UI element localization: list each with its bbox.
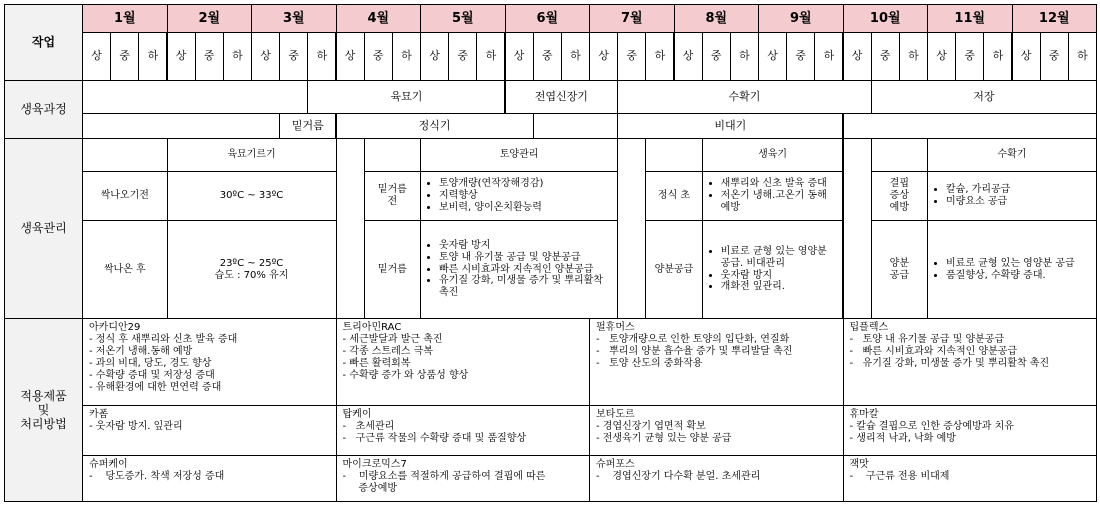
phase-seedling: 육묘기 [307, 80, 505, 114]
period-header: 중 [955, 32, 984, 81]
period-header: 중 [195, 32, 224, 81]
product-cell [82, 455, 337, 502]
product-cell [589, 318, 844, 406]
period-header: 하 [1068, 32, 1097, 81]
product-name: 팁플렉스 [849, 322, 889, 333]
period-header: 하 [730, 32, 759, 81]
period-header: 하 [138, 32, 167, 81]
list-item: • 보비력, 양이온치환능력 [439, 202, 543, 214]
after-sprout-temp: 23ºC ~ 25ºC [219, 257, 284, 269]
period-header: 하 [223, 32, 252, 81]
list-item: • 유기질 강화, 미생물 증가 및 뿌리활착 촉진 [439, 275, 613, 299]
month-header: 2월 [167, 4, 253, 33]
list-item: • 지력향상 [439, 190, 543, 202]
product-usage-line: - 정식 후 새뿌리와 신초 발육 증대 [89, 334, 238, 345]
row-spacer [82, 80, 308, 114]
before-sprout-label: 싹나오기전 [82, 171, 168, 221]
product-usage-line: - 빠른 시비효과와 지속적인 양분공급 [849, 346, 1018, 357]
product-usage-line: - 초세관리 [342, 421, 395, 432]
period-header: 상 [82, 32, 111, 81]
base-fert-items [420, 220, 618, 319]
list-item: • 비료로 균형 있는 영양분 공급. 비대관리 [721, 246, 839, 270]
product-cell [82, 318, 337, 406]
gap-column [843, 138, 872, 319]
period-header: 하 [983, 32, 1012, 81]
list-item: • 저온기 냉해.고온기 동해 예방 [721, 190, 839, 214]
product-name: 트리아민RAC [342, 322, 402, 333]
product-usage-line: - 당도증가. 착색 저장성 증대 [89, 471, 225, 482]
period-header: 하 [814, 32, 843, 81]
row-spacer [843, 113, 1098, 139]
deficiency-label: 결핍 증상 예방 [871, 171, 928, 221]
product-usage-line: - 수확량 증대 및 저장성 증대 [89, 370, 215, 381]
period-header: 중 [364, 32, 393, 81]
period-header: 중 [448, 32, 477, 81]
period-header: 하 [899, 32, 928, 81]
product-cell [336, 318, 591, 406]
base-fert-label: 밑거름 [364, 220, 421, 319]
product-usage-line: - 유기질 강화, 미생물 증가 및 뿌리활착 촉진 [849, 358, 1050, 369]
product-name: 휴마칼 [849, 409, 879, 420]
product-usage-line: - 수확량 증가 와 상품성 향상 [342, 370, 469, 381]
period-header: 상 [251, 32, 280, 81]
seedling-corner [82, 138, 168, 172]
list-item: • 칼슘, 가리공급 [946, 184, 1010, 196]
early-planting-items [702, 171, 844, 221]
product-usage-line: - 웃자람 방지. 잎관리 [89, 421, 183, 432]
period-header: 중 [617, 32, 646, 81]
product-cell [82, 405, 337, 456]
phase-harvest: 수확기 [617, 80, 872, 114]
product-name: 탑케이 [342, 409, 372, 420]
period-header: 상 [167, 32, 196, 81]
gap-column [336, 138, 365, 319]
row-spacer [82, 113, 280, 139]
phase-enlargement: 비대기 [617, 113, 843, 139]
before-base-fert-items [420, 171, 618, 221]
period-header: 상 [927, 32, 956, 81]
product-usage-line: - 칼슘 결핍으로 인한 증상예방과 치유 [849, 421, 1014, 432]
product-name: 슈퍼포스 [596, 459, 635, 470]
month-header: 9월 [758, 4, 844, 33]
growth-title: 생육기 [702, 138, 844, 172]
product-cell [843, 405, 1098, 456]
period-header: 상 [674, 32, 703, 81]
period-header: 상 [843, 32, 872, 81]
soil-title: 토양관리 [420, 138, 618, 172]
month-header: 12월 [1012, 4, 1098, 33]
product-usage-line: - 저온기 냉해.동해 예방 [89, 346, 193, 357]
growth-nutrient-items [702, 220, 844, 319]
period-header: 상 [336, 32, 365, 81]
product-cell [336, 405, 591, 456]
before-base-fert-label: 밑거름 전 [364, 171, 421, 221]
product-usage-line: - 구근류 작물의 수확량 증대 및 품질향상 [342, 433, 527, 444]
product-usage-line: - 경엽신장기 엽면적 확보 [596, 421, 706, 432]
product-usage-line: - 생리적 낙과, 낙화 예방 [849, 433, 956, 444]
after-sprout-conditions [167, 220, 337, 319]
after-sprout-label: 싹나온 후 [82, 220, 168, 319]
product-name: 마이크로믹스7 [342, 459, 407, 470]
harvest-nutrient-label: 양분 공급 [871, 220, 928, 319]
growth-process-label: 생육과정 [4, 80, 83, 139]
product-usage-line: - 토양 내 유기물 공급 및 양분공급 [849, 334, 1005, 345]
period-header: 중 [279, 32, 308, 81]
month-header: 11월 [927, 4, 1013, 33]
early-planting-label: 정식 초 [645, 171, 702, 221]
products-label: 적용제품 및 처리방법 [4, 318, 83, 502]
phase-storage: 저장 [871, 80, 1097, 114]
product-name: 펄휴머스 [596, 322, 635, 333]
product-cell [843, 318, 1098, 406]
list-item: • 웃자람 방지 [721, 270, 839, 282]
month-header: 10월 [843, 4, 929, 33]
soil-corner [364, 138, 421, 172]
product-name: 보타도르 [596, 409, 635, 420]
month-header: 6월 [505, 4, 591, 33]
deficiency-items [927, 171, 1097, 221]
harvest-corner [871, 138, 928, 172]
list-item: • 품질향상, 수확량 증대. [946, 270, 1075, 282]
growth-corner [645, 138, 702, 172]
product-usage-line: - 전생육기 균형 있는 양분 공급 [596, 433, 732, 444]
harvest-nutrient-items [927, 220, 1097, 319]
period-header: 중 [786, 32, 815, 81]
product-name: 카폼 [89, 409, 109, 420]
list-item: • 토양 내 유기물 공급 및 양분공급 [439, 252, 613, 264]
month-header: 1월 [82, 4, 168, 33]
list-item: • 미량요소 공급 [946, 196, 1010, 208]
list-item: • 웃자람 방지 [439, 240, 613, 252]
period-header: 상 [505, 32, 534, 81]
seedling-title: 육묘기르기 [167, 138, 337, 172]
product-cell [589, 455, 844, 502]
list-item: • 비료로 균형 있는 영양분 공급 [946, 258, 1075, 270]
product-usage-line: - 경엽신장기 다수확 분얼. 초세관리 [596, 471, 761, 482]
month-header: 3월 [251, 4, 337, 33]
product-usage-line: - 뿌리의 양분 흡수율 증가 및 뿌리발달 촉진 [596, 346, 793, 357]
before-sprout-temp: 30ºC ~ 33ºC [167, 171, 337, 221]
phase-early-growth: 전엽신장기 [505, 80, 619, 114]
harvest-title: 수확기 [927, 138, 1097, 172]
product-usage-line: - 구근류 전용 비대제 [849, 471, 950, 482]
period-header: 상 [1012, 32, 1041, 81]
product-name: 슈퍼케이 [89, 459, 128, 470]
period-header: 중 [110, 32, 139, 81]
product-usage-line: - 과의 비대, 당도, 경도 향상 [89, 358, 212, 369]
growth-mgmt-label: 생육관리 [4, 138, 83, 319]
period-header: 상 [589, 32, 618, 81]
list-item: • 빠른 시비효과와 지속적인 양분공급 [439, 264, 613, 276]
product-cell [336, 455, 591, 502]
month-header: 5월 [420, 4, 506, 33]
product-usage-line: - 각종 스트레스 극복 [342, 346, 433, 357]
period-header: 하 [561, 32, 590, 81]
product-cell [843, 455, 1098, 502]
product-name: 아카디안29 [89, 322, 141, 333]
list-item: • 토양개량(연작장해경감) [439, 178, 543, 190]
period-header: 중 [1040, 32, 1069, 81]
growth-nutrient-label: 양분공급 [645, 220, 702, 319]
month-header: 8월 [674, 4, 760, 33]
period-header: 하 [476, 32, 505, 81]
product-usage-line: 증상예방 [342, 483, 398, 494]
period-header: 상 [420, 32, 449, 81]
month-header: 7월 [589, 4, 675, 33]
product-name: 잭맛 [849, 459, 869, 470]
product-usage-line: - 토양개량으로 인한 토양의 입단화, 연질화 [596, 334, 790, 345]
product-cell [589, 405, 844, 456]
period-header: 중 [871, 32, 900, 81]
period-header: 하 [307, 32, 336, 81]
after-sprout-humidity: 습도 : 70% 유지 [214, 269, 289, 281]
gap-column [617, 138, 646, 319]
period-header: 하 [392, 32, 421, 81]
period-header: 중 [533, 32, 562, 81]
period-header: 하 [645, 32, 674, 81]
period-header: 중 [702, 32, 731, 81]
phase-base-fertilizer: 밑거름 [279, 113, 336, 139]
list-item: • 개화전 잎관리. [721, 281, 839, 293]
product-usage-line: - 빠른 활력회복 [342, 358, 411, 369]
product-usage-line: - 미량요소를 적절하게 공급하여 결핍에 따른 [342, 471, 546, 482]
product-usage-line: - 세근발달과 발근 촉진 [342, 334, 443, 345]
period-header: 상 [758, 32, 787, 81]
phase-planting: 정식기 [336, 113, 534, 139]
product-usage-line: - 토양 산도의 중화작용 [596, 358, 703, 369]
list-item: • 새뿌리와 신초 발육 증대 [721, 178, 839, 190]
row-spacer [533, 113, 619, 139]
product-usage-line: - 유해환경에 대한 면연력 증대 [89, 382, 222, 393]
task-header: 작업 [4, 4, 83, 81]
month-header: 4월 [336, 4, 422, 33]
